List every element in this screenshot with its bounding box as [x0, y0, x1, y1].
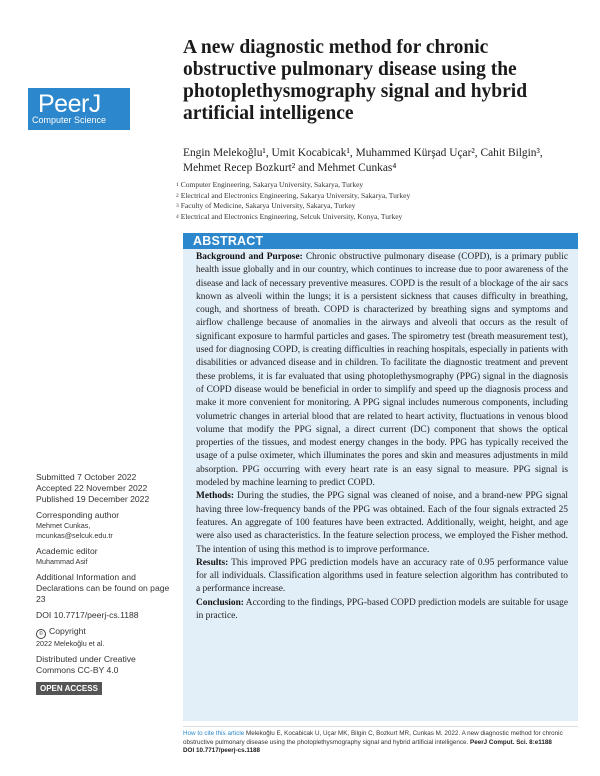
background-label: Background and Purpose: [196, 252, 303, 262]
accepted-date: Accepted 22 November 2022 [36, 483, 148, 493]
background-text: Chronic obstructive pulmonary disease (COPD), is a primary public health issue globally and in our country, which continues to increase due to poor awareness of the disease and lack of necessary preventive measures. COPD is the result of a blockage of the air sacs known as alveoli within the lungs; it is a persistent sickness that causes difficulty in breathing, cough, and shortness of breath. COPD is characterized by breathing signs and symptoms and airflow challenge because of anomalies in the airways and alveoli that occurs as the result of significant exposure to harmful particles and gases. The spirometry test (breath measurement test), used for diagnosing COPD, is creating difficulties in reaching hospitals, especially in patients with disabilities or advanced disease and in children. To facilitate the diagnostic treatment and prevent these problems, it is far evaluated that using photoplethysmography (PPG) signal in the diagnosis of COPD disease would be beneficial in order to simplify and speed up the diagnosis process and make it more convenient for monitoring. A PPG signal includes numerous components, including volumetric changes in arterial blood that are related to heart activity, fluctuations in venous blood volume that modify the PPG signal, a direct current (DC) component that shows the optical properties of the tissues, and modest energy changes in the body. PPG has typically received the usage of a pulse oximeter, which illuminates the pores and skin and measures adjustments in mild absorption. PPG occurring with every heart rate is an easy signal to measure. PPG signal is modeled by machine learning to predict COPD. [196, 252, 569, 489]
affiliation-number: 3 [176, 203, 179, 209]
license-note: Distributed under Creative Commons CC-BY 4.0 [36, 654, 136, 675]
citation-label: How to cite this article [183, 730, 245, 737]
affiliation-text: Faculty of Medicine, Sakarya University, Sakarya, Turkey [180, 201, 356, 210]
abstract-conclusion [196, 597, 568, 624]
peerj-logo [28, 88, 130, 130]
paper-title: A new diagnostic method for chronic obstructive pulmonary disease using the photoplethysmography signal and hybrid artificial intelligence [183, 37, 528, 124]
additional-info-note: Additional Information and Declarations can be found on page 23 [36, 572, 170, 604]
abstract-results [196, 557, 568, 597]
corresponding-author-name: Mehmet Cunkas, [36, 521, 91, 530]
published-date: Published 19 December 2022 [36, 494, 150, 504]
open-access-badge: OPEN ACCESS [36, 682, 102, 695]
copyright-line [36, 626, 176, 639]
citation-footer [183, 730, 578, 756]
affiliation-number: 2 [176, 192, 179, 199]
abstract-header [183, 233, 578, 249]
doi-link[interactable]: DOI 10.7717/peerj-cs.1188 [36, 610, 139, 620]
affiliation-item [176, 180, 576, 191]
abstract-heading: ABSTRACT [193, 234, 264, 248]
submitted-date: Submitted 7 October 2022 [36, 472, 137, 482]
author-list: Engin Melekoğlu¹, Umit Kocabicak¹, Muhammed Kürşad Uçar², Cahit Bilgin³, Mehmet Recep Bozkurt² and Mehmet Cunkas⁴ [183, 147, 543, 174]
affiliation-text: Electrical and Electronics Engineering, Sakarya University, Sakarya, Turkey [180, 190, 411, 200]
corresponding-author-label: Corresponding author [36, 510, 120, 520]
citation-doi[interactable]: DOI 10.7717/peerj-cs.1188 [183, 747, 261, 755]
affiliation-item [176, 191, 576, 202]
logo-wordmark: PeerJ [38, 90, 101, 118]
copyright-icon: © [36, 629, 46, 639]
results-text: This improved PPG prediction models have an accuracy rate of 0.95 performance value for all individuals. Classification algorithms used in feature selection algorithm has contributed to a performance increase. [196, 557, 568, 595]
methods-text: During the studies, the PPG signal was cleaned of noise, and a brand-new PPG signal having three low-frequency bands of the PPG was obtained. Each of the four signals extracted 25 features. An aggregate of 100 features have been extracted. Additionally, weight, height, and age were also used as characteristics. In the feature selection process, we employed the Fisher method. The intention of using this method is to improve performance. [196, 491, 568, 555]
affiliation-text: Electrical and Electronics Engineering, Selcuk University, Konya, Turkey [180, 211, 403, 221]
conclusion-text: According to the findings, PPG-based COPD prediction models are suitable for usage in practice. [196, 597, 568, 622]
affiliation-item [176, 201, 576, 212]
citation-text: Melekoğlu E, Kocabicak U, Uçar MK, Bilgin C, Bozkurt MR, Cunkas M. 2022. A new diagnostic method for chronic obstructive pulmonary disease using the photoplethysmography signal and hybrid artificial intelligence. [183, 730, 563, 746]
conclusion-label: Conclusion: [196, 597, 244, 608]
academic-editor-label: Academic editor [36, 546, 98, 556]
methods-label: Methods: [196, 491, 235, 502]
affiliation-list [176, 180, 576, 222]
abstract-background [196, 251, 568, 490]
copyright-label: Copyright [49, 626, 86, 636]
copyright-holder: 2022 Melekoğlu et al. [36, 639, 105, 648]
affiliation-number: 1 [176, 182, 179, 188]
affiliation-text: Computer Engineering, Sakarya University, Sakarya, Turkey [180, 180, 364, 189]
abstract-text [196, 251, 568, 623]
affiliation-number: 4 [176, 213, 179, 220]
citation-journal: PeerJ Comput. Sci. 8:e1188 [470, 738, 552, 746]
abstract-methods [196, 490, 568, 556]
affiliation-item [176, 212, 576, 223]
results-label: Results: [196, 557, 229, 568]
academic-editor-name: Muhammad Asif [36, 557, 88, 566]
logo-subtitle: Computer Science [32, 115, 107, 125]
footer-divider [183, 726, 578, 727]
article-info-sidebar [36, 472, 176, 695]
corresponding-author-email[interactable]: mcunkas@selcuk.edu.tr [36, 531, 113, 540]
